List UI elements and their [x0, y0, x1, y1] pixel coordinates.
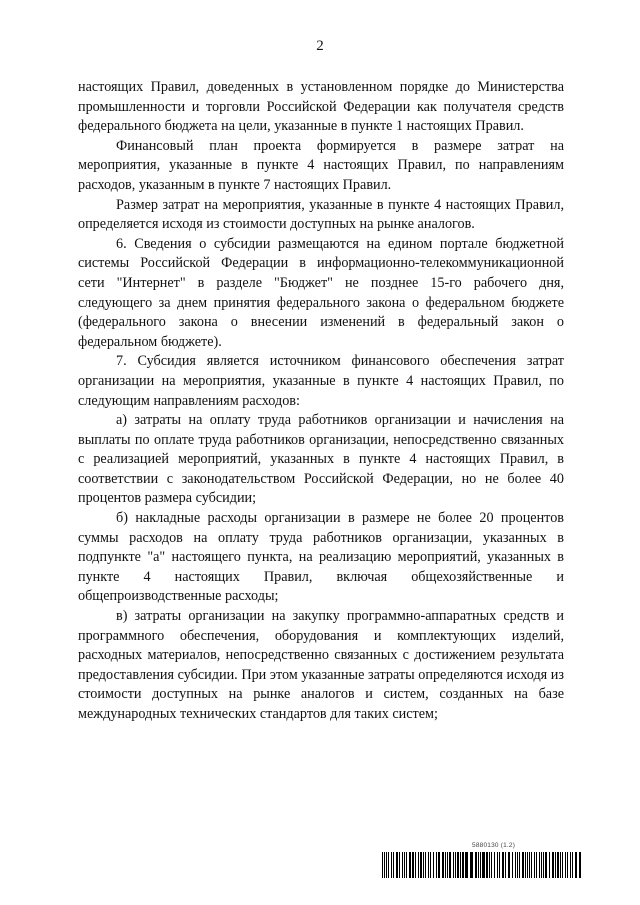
barcode-bar [482, 852, 485, 878]
barcode-bar [406, 852, 407, 878]
barcode-bar [549, 852, 550, 878]
barcode-bar [567, 852, 568, 878]
barcode-bar [415, 852, 416, 878]
barcode-bar [475, 852, 477, 878]
barcode-bar [572, 852, 573, 878]
barcode-bar [505, 852, 506, 878]
barcode-bar [560, 852, 561, 878]
barcode-bar [396, 852, 398, 878]
barcode-bar [491, 852, 492, 878]
paragraph-item-7: 7. Субсидия является источником финансового обеспечения затрат организации на мероприятия, указанные в пункте 4 настоящих Правил, по следующим направлениям расходов: [78, 353, 564, 409]
barcode-bar [562, 852, 563, 878]
barcode-bar [497, 852, 498, 878]
barcode-image [382, 852, 584, 878]
barcode-bar [436, 852, 437, 878]
barcode-bar [391, 852, 392, 878]
barcode-bar [447, 852, 448, 878]
barcode-bar [529, 852, 530, 878]
barcode-bar [382, 852, 383, 878]
paragraph-subitem-b: б) накладные расходы организации в размере не более 20 процентов суммы расходов на оплату труда работников организации, указанных в подпункте "а" настоящего пункта, на реализацию мероприятий, указанных в пункте 4 настоящих Правил, включая общехозяйственные и общепроизводственные расходы; [78, 510, 564, 605]
barcode-bar [494, 852, 495, 878]
barcode-bar [480, 852, 481, 878]
barcode-bar [455, 852, 456, 878]
barcode-bar [557, 852, 559, 878]
barcode-bar [579, 852, 581, 878]
paragraph-financial-plan: Финансовый план проекта формируется в размере затрат на мероприятия, указанные в пункте 4 настоящих Правил, по направлениям расходов, указанным в пункте 7 настоящих Правил. [78, 137, 564, 193]
barcode-bar [384, 852, 385, 878]
barcode-bar [460, 852, 461, 878]
barcode-bar [519, 852, 520, 878]
barcode-bar [457, 852, 459, 878]
barcode-bar [449, 852, 451, 878]
barcode-bar [430, 852, 431, 878]
barcode-bar [555, 852, 556, 878]
barcode-bar [423, 852, 424, 878]
barcode-bar [418, 852, 419, 878]
barcode-bar [388, 852, 389, 878]
barcode-bar [527, 852, 528, 878]
barcode-bar [515, 852, 516, 878]
barcode-bar [409, 852, 411, 878]
barcode-bar [536, 852, 537, 878]
barcode-bar [539, 852, 540, 878]
barcode-bar [486, 852, 488, 878]
barcode-bar [425, 852, 426, 878]
barcode-bar [438, 852, 440, 878]
barcode-bar [445, 852, 446, 878]
barcode-bar [512, 852, 513, 878]
barcode-bar [420, 852, 422, 878]
barcode-bar [428, 852, 429, 878]
barcode-bar [552, 852, 554, 878]
barcode-bar [541, 852, 542, 878]
barcode-bar [575, 852, 577, 878]
barcode-bar [570, 852, 571, 878]
barcode-bar [502, 852, 504, 878]
barcode-bar [545, 852, 547, 878]
barcode-label: 5880130 (1.2) [472, 842, 516, 849]
barcode-bar [522, 852, 524, 878]
barcode-bar [402, 852, 403, 878]
barcode-bar [470, 852, 473, 878]
paragraph-subitem-v: в) затраты организации на закупку программно-аппаратных средств и программного обеспечения, оборудования и комплектующих изделий, расходных материалов, непосредственно связанных с достижением результата предоставления субсидии. При этом указанные затраты определяются исходя из стоимости доступных на рынке аналогов и систем, созданных на базе международных технических стандартов для таких систем; [78, 608, 564, 722]
barcode-bar [433, 852, 434, 878]
paragraph-continuation: настоящих Правил, доведенных в установленном порядке до Министерства промышленности и торговли Российской Федерации как получателя средств федерального бюджета на цели, указанные в пункте 1 настоящих Правил. [78, 79, 564, 135]
barcode-bar [399, 852, 400, 878]
barcode-bar [453, 852, 454, 878]
barcode-bar [442, 852, 444, 878]
barcode-bar [393, 852, 394, 878]
barcode-bar [517, 852, 518, 878]
barcode-bar [386, 852, 387, 878]
barcode-bar [543, 852, 544, 878]
paragraph-subitem-a: а) затраты на оплату труда работников организации и начисления на выплаты по оплате труда работников организации, непосредственно связанных с реализацией мероприятий, указанных в пункте 4 настоящих Правил, в соответствии с законодательством Российской Федерации, но не более 40 процентов размера субсидии; [78, 412, 564, 507]
barcode-bar [465, 852, 468, 878]
paragraph-cost-size: Размер затрат на мероприятия, указанные в пункте 4 настоящих Правил, определяется исходя из стоимости доступных на рынке аналогов. [78, 196, 564, 233]
barcode-bar [534, 852, 535, 878]
document-body [78, 78, 564, 725]
barcode-bar [404, 852, 405, 878]
barcode-bar [462, 852, 464, 878]
barcode-bar [489, 852, 490, 878]
page-number: 2 [316, 38, 324, 54]
barcode-bar [525, 852, 526, 878]
paragraph-item-6: 6. Сведения о субсидии размещаются на едином портале бюджетной системы Российской Федерации в информационно-телекоммуникационной сети "Интернет" в разделе "Бюджет" не позднее 15-го рабочего дня, следующего за днем принятия федерального закона о федеральном бюджете (федерального закона о внесении изменений в федеральный закон о федеральном бюджете). [78, 235, 564, 350]
barcode-bar [412, 852, 414, 878]
barcode-bar [531, 852, 532, 878]
barcode-bar [508, 852, 510, 878]
barcode-bar [565, 852, 566, 878]
barcode-bar [499, 852, 500, 878]
barcode-bar [478, 852, 479, 878]
